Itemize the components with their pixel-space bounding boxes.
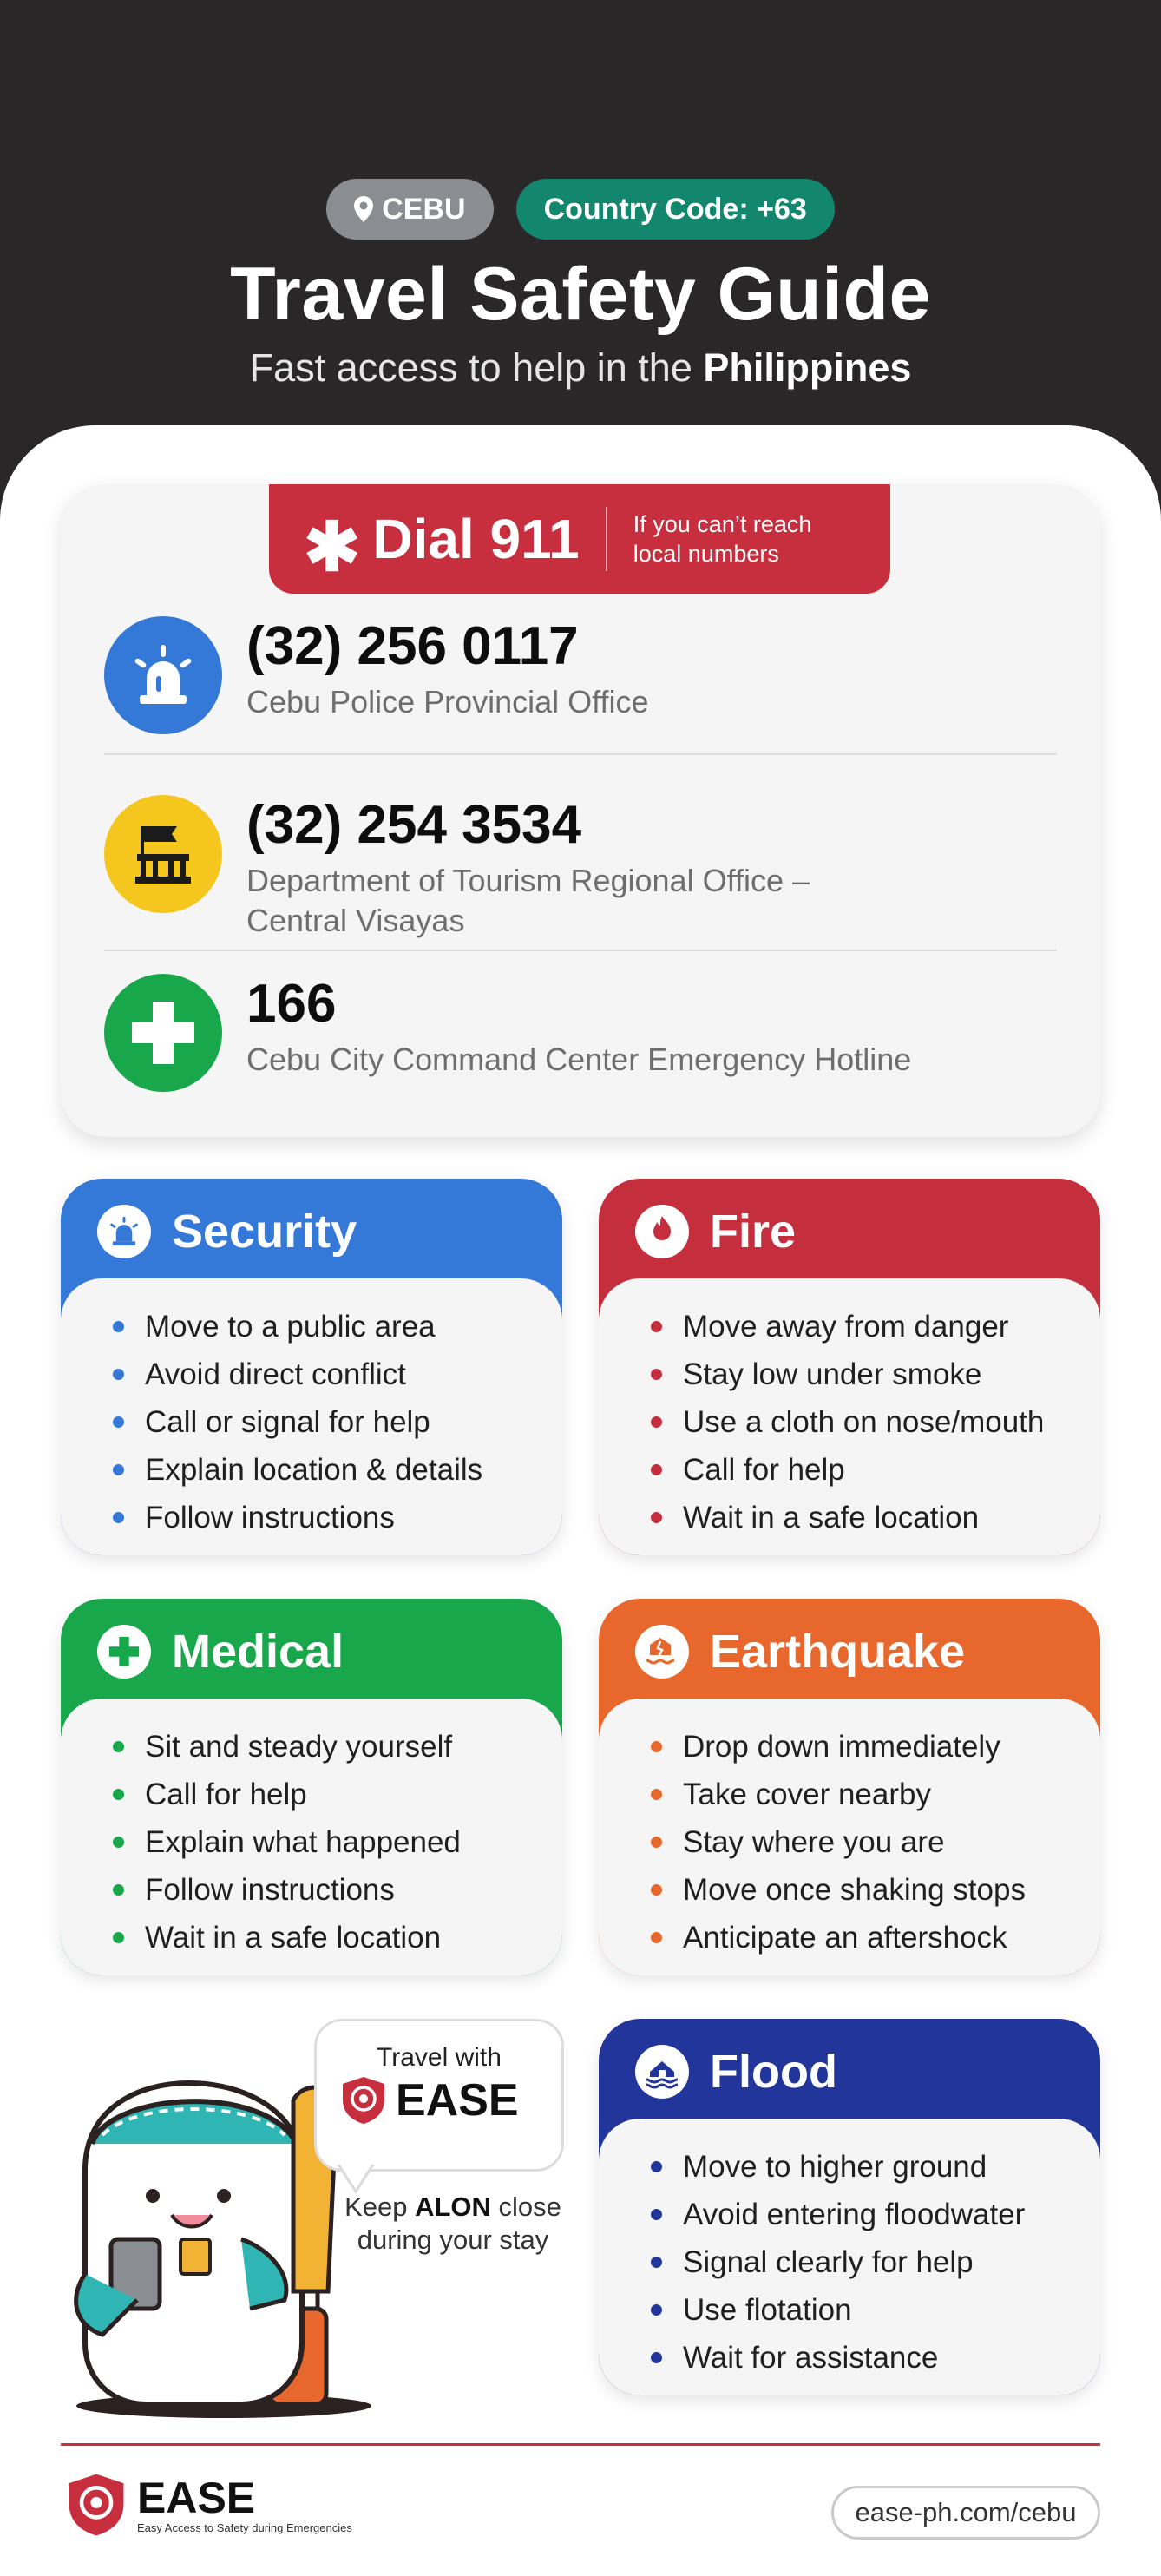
bullet	[113, 1932, 124, 1943]
list-item	[113, 1494, 562, 1541]
bullet	[651, 1932, 662, 1943]
medical-cross-icon	[104, 974, 222, 1092]
country-code-pill: Country Code: +63	[516, 179, 835, 240]
list-item	[113, 1446, 562, 1494]
list-item	[651, 1494, 1100, 1541]
list-item-text: Drop down immediately	[683, 1730, 1000, 1764]
flood-house-icon	[635, 2045, 689, 2099]
list-item	[651, 2286, 1100, 2334]
list-item-text: Wait for assistance	[683, 2341, 939, 2375]
list-item-text: Anticipate an aftershock	[683, 1921, 1007, 1955]
bullet	[113, 1369, 124, 1380]
earthquake-card	[599, 1599, 1100, 1975]
contact-tourism[interactable]	[104, 795, 810, 941]
header-pills	[0, 179, 1161, 240]
security-steps	[113, 1303, 562, 1541]
bullet	[113, 1741, 124, 1752]
travel-with-text: Travel with	[377, 2043, 502, 2072]
bullet	[651, 1321, 662, 1332]
bullet	[651, 1512, 662, 1523]
list-item	[651, 1914, 1100, 1962]
subtitle-prefix: Fast access to help in the	[249, 345, 692, 390]
contact-number[interactable]: 166	[246, 974, 337, 1034]
siren-icon	[97, 1205, 151, 1258]
dial-911-banner[interactable]	[269, 484, 890, 594]
bullet	[651, 2161, 662, 2172]
card-title: Fire	[710, 1206, 797, 1258]
keep-suffix: close	[498, 2192, 561, 2222]
bullet	[651, 1789, 662, 1800]
speech-bubble-tail-fill	[340, 2165, 371, 2189]
contact-hotline[interactable]	[104, 974, 911, 1092]
ease-shield-icon	[64, 2472, 128, 2538]
dial-note-line2: local numbers	[633, 541, 779, 567]
contact-label-line1: Department of Tourism Regional Office –	[246, 863, 810, 898]
list-item-text: Signal clearly for help	[683, 2245, 974, 2279]
list-item	[651, 1350, 1100, 1398]
medical-cross-icon	[97, 1625, 151, 1679]
bullet	[651, 1837, 662, 1848]
fire-escape-icon	[635, 1205, 689, 1258]
dial-911-label: Dial 911	[372, 508, 580, 570]
bullet	[113, 1837, 124, 1848]
contact-label: Cebu City Command Center Emergency Hotline	[246, 1042, 912, 1077]
bullet	[651, 2304, 662, 2316]
list-item-text: Move to higher ground	[683, 2150, 987, 2184]
list-item-text: Follow instructions	[145, 1501, 395, 1534]
list-item	[113, 1350, 562, 1398]
bullet	[113, 1416, 124, 1428]
contact-number[interactable]: (32) 256 0117	[246, 616, 579, 676]
list-item	[113, 1398, 562, 1446]
list-item	[651, 1866, 1100, 1914]
card-title: Earthquake	[710, 1626, 966, 1678]
location-pin-icon	[354, 196, 373, 222]
security-card	[61, 1179, 562, 1555]
bullet	[113, 1789, 124, 1800]
bullet	[651, 1369, 662, 1380]
list-item	[651, 1446, 1100, 1494]
contact-label-line2: Central Visayas	[246, 903, 465, 938]
bullet	[113, 1321, 124, 1332]
list-item-text: Stay low under smoke	[683, 1357, 982, 1391]
list-item-text: Avoid entering floodwater	[683, 2198, 1026, 2231]
list-item-text: Follow instructions	[145, 1873, 395, 1907]
list-item-text: Call for help	[145, 1778, 307, 1811]
contact-label: Cebu Police Provincial Office	[246, 684, 649, 720]
contact-divider	[104, 950, 1057, 951]
list-item	[113, 1866, 562, 1914]
list-item-text: Move to a public area	[145, 1310, 436, 1344]
list-item-text: Sit and steady yourself	[145, 1730, 453, 1764]
subtitle-country: Philippines	[703, 345, 912, 390]
list-item-text: Wait in a safe location	[683, 1501, 980, 1534]
siren-icon	[104, 616, 222, 734]
list-item	[651, 2191, 1100, 2238]
flood-card	[599, 2019, 1100, 2395]
contact-label	[246, 861, 810, 941]
medical-card	[61, 1599, 562, 1975]
ease-logo	[340, 2074, 519, 2126]
dial-divider	[606, 507, 607, 571]
list-item	[651, 1771, 1100, 1818]
list-item-text: Avoid direct conflict	[145, 1357, 406, 1391]
medical-steps	[113, 1723, 562, 1962]
city-pill	[326, 179, 493, 240]
tourism-building-icon	[104, 795, 222, 913]
list-item	[651, 2238, 1100, 2286]
footer-logo[interactable]	[64, 2472, 352, 2538]
list-item	[113, 1914, 562, 1962]
ease-shield-icon	[340, 2075, 387, 2126]
contact-number[interactable]: (32) 254 3534	[246, 795, 582, 855]
list-item	[113, 1771, 562, 1818]
list-item-text: Use flotation	[683, 2293, 852, 2327]
list-item-text: Stay where you are	[683, 1825, 945, 1859]
card-title: Flood	[710, 2046, 837, 2098]
list-item	[651, 2143, 1100, 2191]
bullet	[113, 1512, 124, 1523]
bullet	[651, 1741, 662, 1752]
list-item-text: Call for help	[683, 1453, 845, 1487]
bullet	[651, 1464, 662, 1475]
earthquake-icon	[635, 1625, 689, 1679]
bullet	[113, 1464, 124, 1475]
fire-steps	[651, 1303, 1100, 1541]
list-item-text: Use a cloth on nose/mouth	[683, 1405, 1045, 1439]
keep-alon-text	[323, 2191, 583, 2257]
website-link[interactable]: ease-ph.com/cebu	[831, 2486, 1100, 2540]
bullet	[651, 1884, 662, 1896]
dial-note-line1: If you can’t reach	[633, 511, 812, 537]
city-name: CEBU	[382, 192, 466, 226]
card-title: Security	[172, 1206, 357, 1258]
list-item	[651, 1818, 1100, 1866]
list-item-text: Move once shaking stops	[683, 1873, 1026, 1907]
card-title: Medical	[172, 1626, 344, 1678]
keep-line2: during your stay	[357, 2224, 549, 2255]
keep-alon: ALON	[415, 2192, 491, 2222]
page-title: Travel Safety Guide	[230, 253, 931, 336]
list-item-text: Wait in a safe location	[145, 1921, 442, 1955]
list-item	[651, 2334, 1100, 2382]
keep-prefix: Keep	[344, 2192, 408, 2222]
list-item-text: Take cover nearby	[683, 1778, 931, 1811]
bullet	[113, 1884, 124, 1896]
list-item	[113, 1818, 562, 1866]
contact-police[interactable]	[104, 616, 649, 734]
list-item-text: Call or signal for help	[145, 1405, 430, 1439]
list-item-text: Explain what happened	[145, 1825, 461, 1859]
ease-brand: EASE	[396, 2075, 519, 2126]
contact-divider	[104, 753, 1057, 755]
list-item	[651, 1723, 1100, 1771]
list-item-text: Move away from danger	[683, 1310, 1009, 1344]
page-subtitle	[0, 345, 1161, 391]
footer-divider	[61, 2443, 1100, 2446]
flood-steps	[651, 2143, 1100, 2382]
bullet	[651, 1416, 662, 1428]
bullet	[651, 2257, 662, 2268]
bullet	[651, 2352, 662, 2363]
earthquake-steps	[651, 1723, 1100, 1962]
dial-note	[633, 509, 812, 568]
footer-brand: EASE	[137, 2473, 256, 2522]
asterisk-icon: ✱	[304, 509, 361, 585]
list-item	[113, 1723, 562, 1771]
fire-card	[599, 1179, 1100, 1555]
footer-tagline: Easy Access to Safety during Emergencies	[137, 2520, 352, 2534]
list-item-text: Explain location & details	[145, 1453, 483, 1487]
list-item	[113, 1303, 562, 1350]
list-item	[651, 1303, 1100, 1350]
list-item	[651, 1398, 1100, 1446]
bullet	[651, 2209, 662, 2220]
